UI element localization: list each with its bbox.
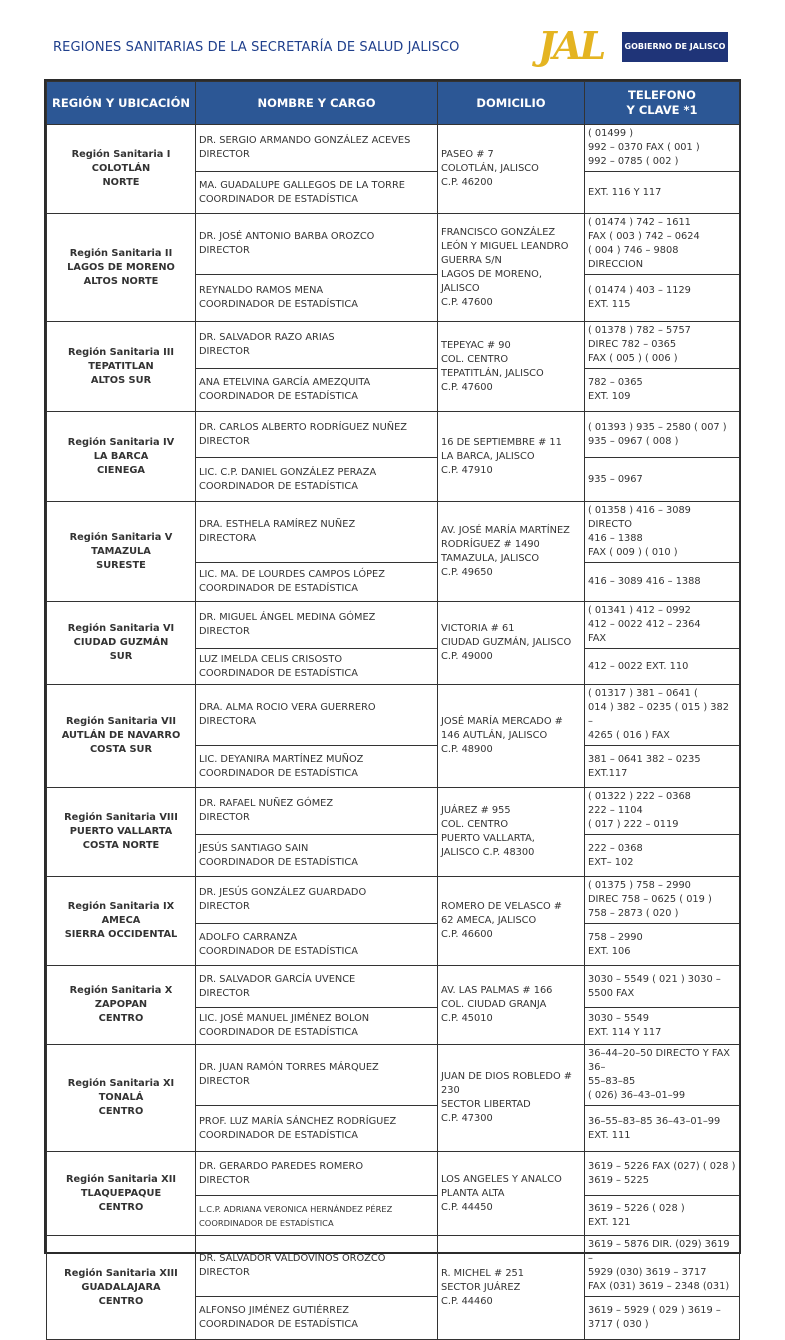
region-line: Región Sanitaria VII (65, 716, 177, 727)
person-role: DIRECTOR (199, 987, 250, 999)
address-line: JOSÉ MARÍA MERCADO # (441, 716, 563, 727)
phone-cell: ( 01393 ) 935 – 2580 ( 007 ) 935 – 0967 ( 008 ) (585, 412, 740, 458)
phone-cell: 222 – 0368 EXT– 102 (585, 835, 740, 877)
director-cell (196, 125, 438, 172)
table-row (47, 685, 740, 746)
address-line: TEPATITLÁN, JALISCO (441, 367, 544, 379)
person-name: LUZ IMELDA CELIS CRISOSTO (199, 653, 343, 665)
table-row (47, 1045, 740, 1106)
page-title: REGIONES SANITARIAS DE LA SECRETARÍA DE SALUD JALISCO (53, 40, 460, 55)
region-line: Región Sanitaria I (71, 149, 171, 160)
person-name: MA. GUADALUPE GALLEGOS DE LA TORRE (199, 179, 405, 191)
coordinator-cell (196, 746, 438, 788)
region-line: TLAQUEPAQUE (80, 1187, 162, 1199)
region-line: PUERTO VALLARTA (69, 826, 173, 837)
phone-cell: ( 01474 ) 742 – 1611 FAX ( 003 ) 742 – 0624 ( 004 ) 746 – 9808 DIRECCION (585, 214, 740, 275)
address-line: GUERRA S/N (441, 254, 502, 266)
coordinator-cell (196, 1196, 438, 1236)
address-line: JALISCO (441, 282, 480, 294)
region-line: CENTRO (98, 1106, 144, 1117)
address-cell (438, 966, 585, 1045)
person-role: COORDINADOR DE ESTADÍSTICA (199, 945, 358, 957)
phone-cell: 758 – 2990 EXT. 106 (585, 924, 740, 966)
address-cell (438, 125, 585, 214)
person-name: L.C.P. ADRIANA VERONICA HERNÁNDEZ PÉREZ (199, 1203, 393, 1214)
region-line: Región Sanitaria XI (67, 1078, 175, 1089)
address-line: C.P. 49650 (441, 566, 493, 578)
person-role: DIRECTOR (199, 901, 250, 912)
address-line: C.P. 46600 (441, 929, 493, 940)
region-line: LAGOS DE MORENO (67, 261, 175, 273)
director-cell (196, 412, 438, 458)
address-line: 62 AMECA, JALISCO (441, 915, 537, 926)
person-name: LIC. MA. DE LOURDES CAMPOS LÓPEZ (199, 569, 385, 580)
person-name: DR. CARLOS ALBERTO RODRÍGUEZ NUÑEZ (199, 421, 407, 433)
address-cell (438, 214, 585, 322)
address-line: 230 (441, 1085, 460, 1096)
address-line: AV. JOSÉ MARÍA MARTÍNEZ (441, 524, 570, 536)
address-line: LOS ANGELES Y ANALCO (441, 1173, 562, 1185)
person-role: DIRECTOR (199, 346, 250, 357)
region-cell (47, 322, 196, 412)
phone-cell: ( 01474 ) 403 – 1129 EXT. 115 (585, 275, 740, 322)
phone-cell: ( 01358 ) 416 – 3089 DIRECTO 416 – 1388 FAX ( 009 ) ( 010 ) (585, 502, 740, 563)
region-line: TAMAZULA (91, 545, 151, 557)
region-cell (47, 1152, 196, 1236)
address-line: C.P. 46200 (441, 177, 493, 188)
address-line: C.P. 47300 (441, 1113, 493, 1124)
phone-cell: 935 – 0967 (585, 458, 740, 502)
address-line: SECTOR LIBERTAD (441, 1099, 531, 1110)
person-role: COORDINADOR DE ESTADÍSTICA (199, 1027, 358, 1038)
address-cell (438, 502, 585, 602)
phone-cell: 3619 – 5226 FAX (027) ( 028 ) 3619 – 5225 (585, 1152, 740, 1196)
address-cell (438, 788, 585, 877)
region-cell (47, 966, 196, 1045)
address-line: 16 DE SEPTIEMBRE # 11 (441, 436, 562, 448)
person-role: COORDINADOR DE ESTADÍSTICA (199, 480, 358, 492)
regions-table (46, 81, 740, 1340)
address-cell (438, 412, 585, 502)
person-role: COORDINADOR DE ESTADÍSTICA (199, 1217, 334, 1228)
person-name: DR. SERGIO ARMANDO GONZÁLEZ ACEVES (199, 135, 411, 146)
table-row (47, 214, 740, 275)
region-cell (47, 214, 196, 322)
address-line: COL. CENTRO (441, 819, 509, 830)
address-line: JALISCO C.P. 48300 (441, 847, 535, 858)
address-line: C.P. 47910 (441, 464, 493, 476)
region-line: SIERRA OCCIDENTAL (64, 929, 178, 940)
address-line: R. MICHEL # 251 (441, 1267, 525, 1279)
coordinator-cell (196, 649, 438, 685)
address-line: CIUDAD GUZMÁN, JALISCO (441, 637, 572, 648)
phone-cell: 36–55–83–85 36–43–01–99 EXT. 111 (585, 1106, 740, 1152)
coordinator-cell (196, 835, 438, 877)
person-role: DIRECTOR (199, 1076, 250, 1087)
region-line: COLOTLÁN (91, 163, 151, 174)
region-line: Región Sanitaria XII (65, 1173, 177, 1185)
address-line: C.P. 44450 (441, 1201, 493, 1213)
address-line: LAGOS DE MORENO, (441, 268, 543, 280)
region-line: COSTA SUR (89, 744, 153, 755)
region-cell (47, 685, 196, 788)
region-cell (47, 502, 196, 602)
person-name: DRA. ESTHELA RAMÍREZ NUÑEZ (199, 519, 356, 530)
phone-cell: 3619 – 5929 ( 029 ) 3619 – 3717 ( 030 ) (585, 1297, 740, 1340)
person-name: REYNALDO RAMOS MENA (199, 285, 324, 296)
region-line: Región Sanitaria IX (67, 901, 175, 912)
person-name: PROF. LUZ MARÍA SÁNCHEZ RODRÍGUEZ (199, 1115, 397, 1127)
region-line: CENTRO (98, 1201, 144, 1213)
coordinator-cell (196, 369, 438, 412)
person-name: ADOLFO CARRANZA (199, 931, 298, 943)
address-line: ROMERO DE VELASCO # (441, 901, 563, 912)
person-role: DIRECTOR (199, 812, 250, 823)
table-row (47, 412, 740, 458)
director-cell (196, 1045, 438, 1106)
column-header-region: REGIÓN Y UBICACIÓN (47, 82, 196, 125)
region-line: TEPATITLAN (88, 360, 154, 372)
director-cell (196, 502, 438, 563)
address-line: AV. LAS PALMAS # 166 (441, 985, 553, 996)
region-line: ALTOS SUR (90, 374, 152, 386)
address-line: PLANTA ALTA (441, 1187, 505, 1199)
director-cell (196, 1152, 438, 1196)
director-cell (196, 602, 438, 649)
address-line: VICTORIA # 61 (441, 623, 515, 634)
gobierno-jalisco-logo (538, 23, 728, 68)
person-name: JESÚS SANTIAGO SAIN (199, 842, 309, 854)
address-line: TAMAZULA, JALISCO (441, 552, 540, 564)
person-role: COORDINADOR DE ESTADÍSTICA (199, 583, 358, 594)
person-role: DIRECTOR (199, 626, 250, 637)
address-line: C.P. 47600 (441, 296, 493, 308)
phone-cell: 412 – 0022 EXT. 110 (585, 649, 740, 685)
address-line: PASEO # 7 (441, 149, 494, 160)
director-cell (196, 966, 438, 1008)
region-cell (47, 1045, 196, 1152)
person-role: DIRECTOR (199, 1267, 250, 1278)
phone-cell: ( 01499 ) 992 – 0370 FAX ( 001 ) 992 – 0785 ( 002 ) (585, 125, 740, 172)
person-name: LIC. C.P. DANIEL GONZÁLEZ PERAZA (199, 466, 377, 478)
person-role: DIRECTOR (199, 435, 250, 447)
region-line: CIUDAD GUZMÁN (73, 637, 169, 648)
coordinator-cell (196, 563, 438, 602)
person-name: LIC. DEYANIRA MARTÍNEZ MUÑOZ (199, 753, 364, 765)
person-name: DR. RAFAEL NUÑEZ GÓMEZ (199, 798, 334, 809)
coordinator-cell (196, 172, 438, 214)
phone-cell: 3030 – 5549 ( 021 ) 3030 – 5500 FAX (585, 966, 740, 1008)
address-cell (438, 1152, 585, 1236)
address-cell (438, 685, 585, 788)
person-role: COORDINADOR DE ESTADÍSTICA (199, 193, 358, 205)
person-name: DR. JUAN RAMÓN TORRES MÁRQUEZ (199, 1062, 379, 1073)
phone-cell: EXT. 116 Y 117 (585, 172, 740, 214)
region-cell (47, 602, 196, 685)
table-row (47, 1236, 740, 1297)
region-cell (47, 412, 196, 502)
phone-cell: 3030 – 5549 EXT. 114 Y 117 (585, 1008, 740, 1045)
address-line: PUERTO VALLARTA, (441, 833, 535, 844)
person-name: ANA ETELVINA GARCÍA AMEZQUITA (199, 377, 371, 388)
region-line: GUADALAJARA (81, 1281, 161, 1293)
person-name: DRA. ALMA ROCIO VERA GUERRERO (199, 702, 376, 713)
address-cell (438, 877, 585, 966)
address-line: SECTOR JUÁREZ (441, 1281, 521, 1293)
region-line: Región Sanitaria XIII (64, 1267, 178, 1279)
person-name: DR. SALVADOR GARCÍA UVENCE (199, 973, 356, 985)
phone-cell: ( 01341 ) 412 – 0992 412 – 0022 412 – 2364 FAX (585, 602, 740, 649)
person-role: DIRECTOR (199, 245, 250, 256)
phone-cell: 381 – 0641 382 – 0235 EXT.117 (585, 746, 740, 788)
table-header-row (47, 82, 740, 125)
coordinator-cell (196, 1106, 438, 1152)
region-line: ZAPOPAN (94, 999, 148, 1010)
region-line: ALTOS NORTE (83, 275, 159, 287)
address-line: TEPEYAC # 90 (441, 339, 511, 351)
region-line: Región Sanitaria VI (67, 623, 175, 634)
address-cell (438, 602, 585, 685)
person-role: DIRECTORA (199, 716, 257, 727)
person-name: LIC. JOSÉ MANUEL JIMÉNEZ BOLON (199, 1013, 370, 1024)
region-line: Región Sanitaria X (69, 985, 173, 996)
region-line: Región Sanitaria II (69, 247, 173, 259)
region-line: AUTLÁN DE NAVARRO (61, 730, 181, 741)
column-header-name: NOMBRE Y CARGO (196, 82, 438, 125)
director-cell (196, 1236, 438, 1297)
address-line: C.P. 44460 (441, 1295, 493, 1307)
region-line: TONALÁ (98, 1092, 144, 1103)
phone-cell: 782 – 0365 EXT. 109 (585, 369, 740, 412)
region-line: COSTA NORTE (82, 840, 160, 851)
region-line: AMECA (101, 915, 141, 926)
director-cell (196, 685, 438, 746)
table-row (47, 602, 740, 649)
region-line: LA BARCA (93, 450, 149, 462)
jal-logo-mark: JAL (538, 23, 604, 68)
table-row (47, 322, 740, 369)
person-role: DIRECTOR (199, 1174, 250, 1186)
region-cell (47, 788, 196, 877)
logo-text: GOBIERNO DE JALISCO (622, 32, 728, 62)
table-row (47, 966, 740, 1008)
coordinator-cell (196, 458, 438, 502)
address-line: FRANCISCO GONZÁLEZ (441, 226, 556, 238)
person-name: ALFONSO JIMÉNEZ GUTIÉRREZ (199, 1305, 349, 1316)
region-cell (47, 877, 196, 966)
region-cell (47, 1236, 196, 1340)
address-line: COLOTLÁN, JALISCO (441, 163, 539, 174)
address-line: C.P. 49000 (441, 651, 493, 662)
region-line: Región Sanitaria IV (67, 436, 175, 448)
person-role: DIRECTORA (199, 533, 257, 544)
address-line: C.P. 48900 (441, 744, 493, 755)
region-line: NORTE (102, 177, 140, 188)
region-line: CIENEGA (96, 464, 146, 476)
person-role: COORDINADOR DE ESTADÍSTICA (199, 391, 358, 402)
coordinator-cell (196, 1297, 438, 1340)
coordinator-cell (196, 1008, 438, 1045)
phone-cell: ( 01322 ) 222 – 0368 222 – 1104 ( 017 ) 222 – 0119 (585, 788, 740, 835)
address-line: COL. CENTRO (441, 353, 509, 365)
table-row (47, 125, 740, 172)
phone-cell: ( 01375 ) 758 – 2990 DIREC 758 – 0625 ( 019 ) 758 – 2873 ( 020 ) (585, 877, 740, 924)
person-role: COORDINADOR DE ESTADÍSTICA (199, 667, 358, 679)
table-row (47, 1152, 740, 1196)
address-cell (438, 322, 585, 412)
person-role: COORDINADOR DE ESTADÍSTICA (199, 299, 358, 310)
phone-cell: 36–44–20–50 DIRECTO Y FAX 36– 55–83–85 ( 026) 36–43–01–99 (585, 1045, 740, 1106)
person-name: DR. SALVADOR VALDOVINOS OROZCO (199, 1253, 386, 1264)
person-role: COORDINADOR DE ESTADÍSTICA (199, 767, 358, 779)
director-cell (196, 877, 438, 924)
column-header-phone: TELEFONO Y CLAVE *1 (585, 82, 740, 125)
region-line: SUR (109, 651, 133, 662)
region-line: CENTRO (98, 1295, 144, 1307)
region-line: CENTRO (98, 1013, 144, 1024)
phone-cell: 3619 – 5876 DIR. (029) 3619 – 5929 (030) 3619 – 3717 FAX (031) 3619 – 2348 (031) (585, 1236, 740, 1297)
person-role: DIRECTOR (199, 149, 250, 160)
phone-cell: ( 01317 ) 381 – 0641 ( 014 ) 382 – 0235 ( 015 ) 382 – 4265 ( 016 ) FAX (585, 685, 740, 746)
person-role: COORDINADOR DE ESTADÍSTICA (199, 856, 358, 868)
region-line: Región Sanitaria V (69, 531, 173, 543)
address-line: C.P. 47600 (441, 381, 493, 393)
region-line: Región Sanitaria VIII (64, 812, 178, 823)
coordinator-cell (196, 924, 438, 966)
person-role: COORDINADOR DE ESTADÍSTICA (199, 1319, 358, 1330)
region-cell (47, 125, 196, 214)
address-line: RODRÍGUEZ # 1490 (441, 538, 540, 550)
address-line: JUAN DE DIOS ROBLEDO # (441, 1071, 572, 1082)
coordinator-cell (196, 275, 438, 322)
regions-table-body (47, 125, 740, 1340)
address-cell (438, 1236, 585, 1340)
region-line: SURESTE (96, 559, 146, 571)
person-name: DR. JESÚS GONZÁLEZ GUARDADO (199, 887, 367, 898)
person-name: DR. JOSÉ ANTONIO BARBA OROZCO (199, 231, 375, 242)
address-line: COL. CIUDAD GRANJA (441, 999, 547, 1010)
phone-cell: ( 01378 ) 782 – 5757 DIREC 782 – 0365 FAX ( 005 ) ( 006 ) (585, 322, 740, 369)
director-cell (196, 788, 438, 835)
region-line: Región Sanitaria III (67, 346, 175, 358)
table-row (47, 877, 740, 924)
director-cell (196, 322, 438, 369)
address-line: 146 AUTLÁN, JALISCO (441, 730, 548, 741)
phone-cell: 3619 – 5226 ( 028 ) EXT. 121 (585, 1196, 740, 1236)
person-name: DR. SALVADOR RAZO ARIAS (199, 332, 335, 343)
phone-cell: 416 – 3089 416 – 1388 (585, 563, 740, 602)
person-name: DR. GERARDO PAREDES ROMERO (199, 1160, 364, 1172)
address-line: LEÓN Y MIGUEL LEANDRO (441, 240, 569, 252)
person-role: COORDINADOR DE ESTADÍSTICA (199, 1129, 358, 1141)
address-line: C.P. 45010 (441, 1013, 493, 1024)
address-line: JUÁREZ # 955 (441, 805, 511, 816)
person-name: DR. MIGUEL ÁNGEL MEDINA GÓMEZ (199, 612, 376, 623)
table-row (47, 502, 740, 563)
director-cell (196, 214, 438, 275)
column-header-address: DOMICILIO (438, 82, 585, 125)
table-row (47, 788, 740, 835)
address-cell (438, 1045, 585, 1152)
address-line: LA BARCA, JALISCO (441, 450, 535, 462)
